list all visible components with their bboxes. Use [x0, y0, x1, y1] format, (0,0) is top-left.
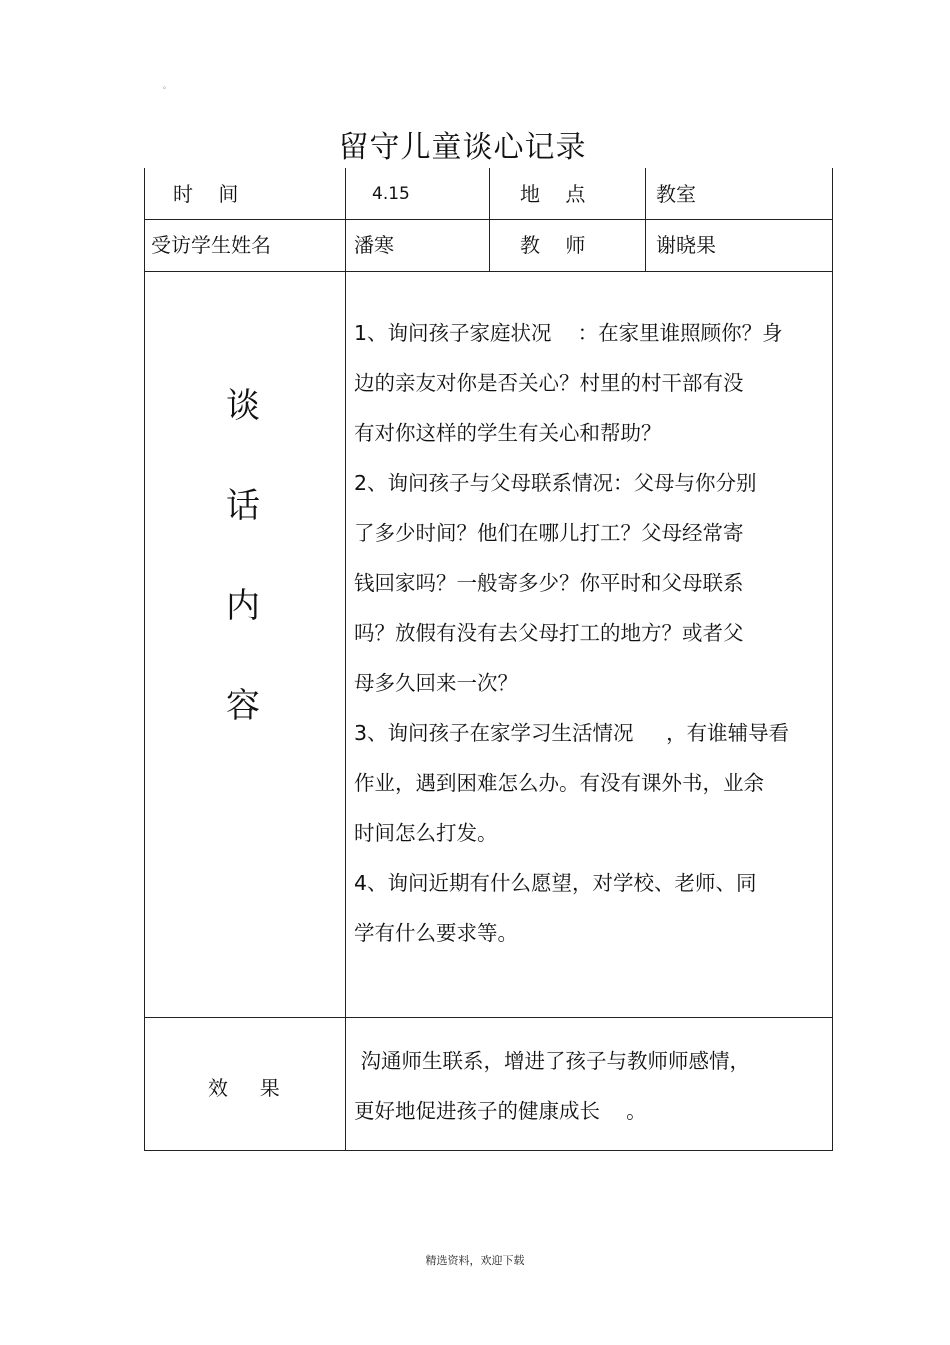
table-row-line-3	[144, 1017, 833, 1018]
table-row-line-2	[144, 271, 833, 272]
content-line: 学有什么要求等。	[354, 921, 518, 945]
effect-line: 沟通师生联系，增进了孩子与教师师感情，	[354, 1049, 751, 1073]
page-title: 留守儿童谈心记录	[338, 130, 587, 165]
effect-line: 更好地促进孩子的健康成长 。	[354, 1099, 647, 1123]
table-col-divider-2	[489, 168, 490, 272]
effect-label: 效 果	[208, 1076, 280, 1100]
content-line: 吗？放假有没有去父母打工的地方？或者父	[354, 621, 744, 645]
content-line: 钱回家吗？一般寄多少？你平时和父母联系	[354, 571, 744, 595]
student-name-value: 潘寒	[354, 233, 394, 257]
teacher-label: 教 师	[520, 233, 586, 257]
time-label: 时 间	[173, 182, 239, 206]
table-border-right	[832, 168, 833, 1151]
content-label-char: 内	[226, 586, 260, 626]
content-label-char: 话	[226, 486, 260, 526]
content-line: 时间怎么打发。	[354, 821, 498, 845]
content-line: 了多少时间？他们在哪儿打工？父母经常寄	[354, 521, 744, 545]
time-value: 4.15	[372, 184, 410, 204]
teacher-value: 谢晓果	[656, 233, 716, 257]
content-line: 有对你这样的学生有关心和帮助？	[354, 421, 662, 445]
content-line: 母多久回来一次？	[354, 671, 518, 695]
content-label-char: 容	[226, 686, 260, 726]
table-row-line-1	[144, 219, 833, 220]
content-line: 1、询问孩子家庭状况 ：在家里谁照顾你？身	[354, 321, 783, 345]
table-border-left	[144, 168, 145, 1151]
content-line: 边的亲友对你是否关心？村里的村干部有没	[354, 371, 744, 395]
table-col-divider-1	[345, 168, 346, 1151]
content-line: 4、询问近期有什么愿望，对学校、老师、同	[354, 871, 757, 895]
effect-content	[354, 1036, 750, 1136]
conversation-content	[354, 308, 824, 958]
content-line: 2、询问孩子与父母联系情况：父母与你分别	[354, 471, 757, 495]
place-value: 教室	[656, 182, 696, 206]
student-name-label: 受访学生姓名	[151, 233, 271, 257]
page-footer: 精选资料，欢迎下载	[425, 1254, 525, 1267]
content-label-char: 谈	[226, 386, 260, 426]
place-label: 地 点	[520, 182, 586, 206]
small-mark: 。	[163, 81, 171, 90]
content-line: 作业，遇到困难怎么办。有没有课外书，业余	[354, 771, 764, 795]
table-border-bottom	[144, 1150, 833, 1151]
content-line: 3、询问孩子在家学习生活情况 ，有谁辅导看	[354, 721, 790, 745]
table-col-divider-3	[645, 168, 646, 272]
